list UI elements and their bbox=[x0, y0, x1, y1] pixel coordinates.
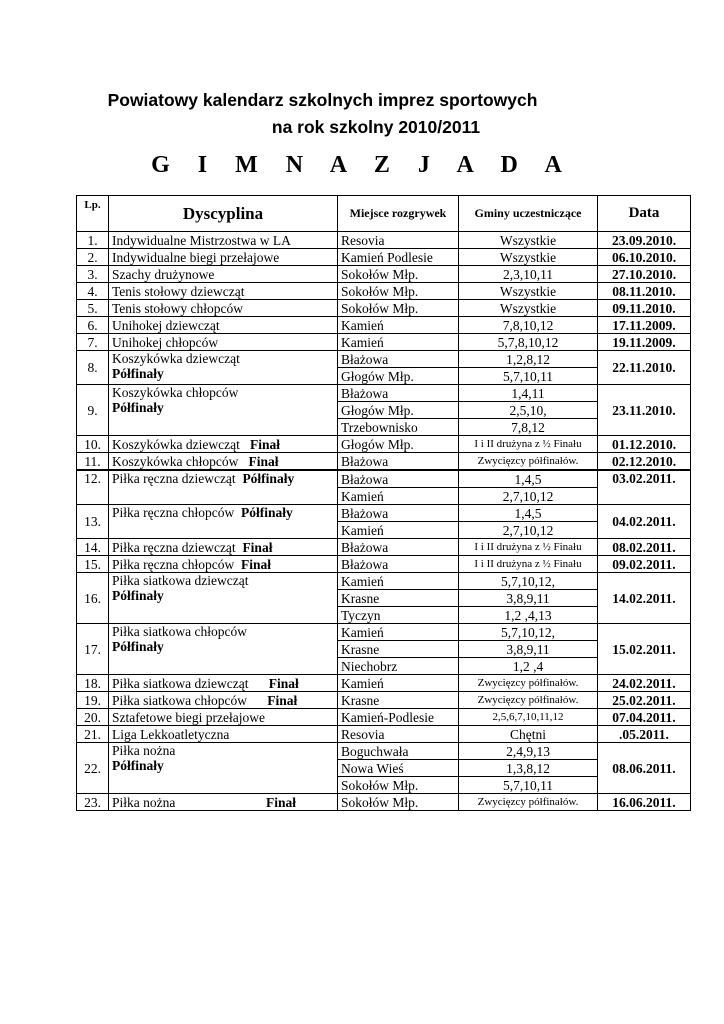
discipline-stage: Półfinały bbox=[240, 505, 293, 520]
discipline-stage: Półfinały bbox=[112, 588, 164, 603]
discipline-name: Piłka siatkowa chłopców bbox=[112, 624, 247, 639]
row-gminy: 7,8,12 bbox=[459, 419, 598, 436]
row-date: 08.02.2011. bbox=[598, 539, 691, 556]
row-place: Sokołów Młp. bbox=[338, 794, 459, 811]
row-date: 06.10.2010. bbox=[598, 249, 691, 266]
row-place: Błażowa bbox=[338, 539, 459, 556]
row-discipline: Sztafetowe biegi przełajowe bbox=[109, 709, 338, 726]
table-row bbox=[77, 675, 691, 692]
row-gminy: Zwycięzcy półfinałów. bbox=[459, 453, 598, 471]
row-discipline bbox=[109, 351, 338, 385]
row-gminy: I i II drużyna z ½ Finału bbox=[459, 539, 598, 556]
row-place: Głogów Młp. bbox=[338, 436, 459, 453]
row-discipline bbox=[109, 556, 338, 573]
row-discipline bbox=[109, 675, 338, 692]
row-discipline bbox=[109, 385, 338, 436]
table-row bbox=[77, 453, 691, 471]
row-lp: 20. bbox=[77, 709, 109, 726]
discipline-name: Piłka nożna bbox=[112, 743, 176, 758]
header-lp: Lp. bbox=[77, 196, 109, 232]
row-discipline bbox=[109, 470, 338, 505]
row-gminy: 2,7,10,12 bbox=[459, 488, 598, 505]
row-date: 01.12.2010. bbox=[598, 436, 691, 453]
row-place: Kamień bbox=[338, 334, 459, 351]
row-gminy: 3,8,9,11 bbox=[459, 641, 598, 658]
row-discipline bbox=[109, 692, 338, 709]
row-place: Błażowa bbox=[338, 351, 459, 368]
row-gminy: 2,5,6,7,10,11,12 bbox=[459, 709, 598, 726]
row-date: 16.06.2011. bbox=[598, 794, 691, 811]
row-place: Sokołów Młp. bbox=[338, 300, 459, 317]
row-place: Kamień bbox=[338, 488, 459, 505]
row-place: Głogów Młp. bbox=[338, 368, 459, 385]
row-place: Kamień Podlesie bbox=[338, 249, 459, 266]
row-discipline: Liga Lekkoatletyczna bbox=[109, 726, 338, 743]
row-place: Kamień-Podlesie bbox=[338, 709, 459, 726]
discipline-name: Koszykówka dziewcząt bbox=[112, 351, 240, 366]
row-lp: 21. bbox=[77, 726, 109, 743]
row-gminy: I i II drużyna z ½ Finału bbox=[459, 556, 598, 573]
table-header-row bbox=[77, 196, 691, 232]
row-gminy: 1,4,5 bbox=[459, 505, 598, 522]
row-place: Krasne bbox=[338, 641, 459, 658]
row-gminy: Wszystkie bbox=[459, 249, 598, 266]
row-place: Kamień bbox=[338, 317, 459, 334]
row-place: Sokołów Młp. bbox=[338, 777, 459, 794]
row-date: 04.02.2011. bbox=[598, 505, 691, 539]
discipline-name: Piłka ręczna chłopców bbox=[112, 505, 235, 520]
document-title: Powiatowy kalendarz szkolnych imprez sportowych bbox=[107, 90, 538, 110]
school-year-title: na rok szkolny 2010/2011 bbox=[271, 117, 481, 137]
table-row bbox=[77, 539, 691, 556]
discipline-name: Piłka ręczna chłopców bbox=[112, 556, 235, 572]
row-discipline bbox=[109, 624, 338, 675]
row-lp: 17. bbox=[77, 624, 109, 675]
discipline-stage: Finał bbox=[242, 539, 273, 555]
discipline-stage: Finał bbox=[265, 794, 296, 810]
row-gminy: 3,8,9,11 bbox=[459, 590, 598, 607]
row-gminy: Wszystkie bbox=[459, 300, 598, 317]
row-lp: 1. bbox=[77, 232, 109, 249]
row-date: 27.10.2010. bbox=[598, 266, 691, 283]
discipline-name: Piłka siatkowa dziewcząt bbox=[112, 675, 249, 691]
row-lp: 4. bbox=[77, 283, 109, 300]
discipline-stage: Finał bbox=[267, 692, 298, 708]
row-lp: 23. bbox=[77, 794, 109, 811]
row-lp: 9. bbox=[77, 385, 109, 436]
table-row bbox=[77, 726, 691, 743]
table-row bbox=[77, 266, 691, 283]
row-date: 25.02.2011. bbox=[598, 692, 691, 709]
discipline-name: Piłka siatkowa dziewcząt bbox=[112, 573, 249, 588]
row-gminy: Wszystkie bbox=[459, 232, 598, 249]
row-lp: 22. bbox=[77, 743, 109, 794]
discipline-name: Piłka siatkowa chłopców bbox=[112, 692, 247, 708]
table-row bbox=[77, 249, 691, 266]
row-gminy: 1,4,5 bbox=[459, 470, 598, 488]
row-gminy: 5,7,10,11 bbox=[459, 777, 598, 794]
row-discipline bbox=[109, 453, 338, 471]
discipline-name: Piłka ręczna dziewcząt bbox=[112, 539, 236, 555]
event-name-title: G I M N A Z J A D A bbox=[151, 152, 573, 178]
row-place: Kamień bbox=[338, 675, 459, 692]
discipline-name: Koszykówka chłopców bbox=[112, 385, 239, 400]
row-discipline bbox=[109, 505, 338, 539]
row-discipline: Unihokej dziewcząt bbox=[109, 317, 338, 334]
row-place: Kamień bbox=[338, 573, 459, 590]
row-discipline bbox=[109, 436, 338, 453]
discipline-stage: Finał bbox=[248, 453, 279, 469]
row-place: Resovia bbox=[338, 232, 459, 249]
row-place: Sokołów Młp. bbox=[338, 283, 459, 300]
row-date: 19.11.2009. bbox=[598, 334, 691, 351]
discipline-stage: Półfinały bbox=[112, 366, 164, 381]
row-date: 07.04.2011. bbox=[598, 709, 691, 726]
table-row bbox=[77, 300, 691, 317]
row-lp: 13. bbox=[77, 505, 109, 539]
table-row bbox=[77, 556, 691, 573]
discipline-name: Koszykówka dziewcząt bbox=[112, 436, 240, 452]
row-place: Kamień bbox=[338, 522, 459, 539]
discipline-name: Piłka nożna bbox=[112, 794, 176, 810]
row-gminy: Zwycięzcy półfinałów. bbox=[459, 794, 598, 811]
row-date: 09.11.2010. bbox=[598, 300, 691, 317]
table-row bbox=[77, 794, 691, 811]
sports-calendar-table bbox=[76, 195, 691, 811]
row-gminy: 5,7,10,11 bbox=[459, 368, 598, 385]
row-lp: 5. bbox=[77, 300, 109, 317]
row-lp: 15. bbox=[77, 556, 109, 573]
discipline-stage: Finał bbox=[240, 556, 271, 572]
row-gminy: 5,7,8,10,12 bbox=[459, 334, 598, 351]
row-place: Krasne bbox=[338, 590, 459, 607]
row-discipline: Indywidualne Mistrzostwa w LA bbox=[109, 232, 338, 249]
row-date: 02.12.2010. bbox=[598, 453, 691, 471]
table-row bbox=[77, 709, 691, 726]
discipline-stage: Półfinały bbox=[112, 400, 164, 415]
row-gminy: 1,2 ,4 bbox=[459, 658, 598, 675]
table-row bbox=[77, 232, 691, 249]
row-date: 17.11.2009. bbox=[598, 317, 691, 334]
header-gminy: Gminy uczestniczące bbox=[459, 196, 598, 232]
table-row bbox=[77, 692, 691, 709]
table-row bbox=[77, 351, 691, 368]
table-row bbox=[77, 470, 691, 488]
row-discipline bbox=[109, 573, 338, 624]
row-date: 22.11.2010. bbox=[598, 351, 691, 385]
table-row bbox=[77, 436, 691, 453]
header-miejsce: Miejsce rozgrywek bbox=[338, 196, 459, 232]
row-date: 03.02.2011. bbox=[598, 470, 691, 505]
table-row bbox=[77, 743, 691, 760]
row-gminy: 1,2 ,4,13 bbox=[459, 607, 598, 624]
row-date: 08.06.2011. bbox=[598, 743, 691, 794]
row-gminy: 7,8,10,12 bbox=[459, 317, 598, 334]
row-lp: 3. bbox=[77, 266, 109, 283]
row-place: Błażowa bbox=[338, 453, 459, 471]
row-lp: 18. bbox=[77, 675, 109, 692]
row-place: Tyczyn bbox=[338, 607, 459, 624]
row-gminy: Zwycięzcy półfinałów. bbox=[459, 675, 598, 692]
discipline-stage: Finał bbox=[249, 436, 280, 452]
row-gminy: 5,7,10,12, bbox=[459, 573, 598, 590]
row-place: Błażowa bbox=[338, 556, 459, 573]
row-place: Krasne bbox=[338, 692, 459, 709]
row-gminy: 2,5,10, bbox=[459, 402, 598, 419]
row-date: 14.02.2011. bbox=[598, 573, 691, 624]
table-row bbox=[77, 573, 691, 590]
header-dyscyplina: Dyscyplina bbox=[109, 196, 338, 232]
row-discipline: Tenis stołowy chłopców bbox=[109, 300, 338, 317]
row-lp: 6. bbox=[77, 317, 109, 334]
row-date: 23.09.2010. bbox=[598, 232, 691, 249]
header-data: Data bbox=[598, 196, 691, 232]
row-lp: 12. bbox=[77, 470, 109, 505]
table-row bbox=[77, 317, 691, 334]
row-place: Sokołów Młp. bbox=[338, 266, 459, 283]
row-place: Nowa Wieś bbox=[338, 760, 459, 777]
discipline-stage: Finał bbox=[268, 675, 299, 691]
table-row bbox=[77, 283, 691, 300]
row-gminy: 1,2,8,12 bbox=[459, 351, 598, 368]
row-place: Błażowa bbox=[338, 505, 459, 522]
discipline-name: Koszykówka chłopców bbox=[112, 453, 239, 469]
row-gminy: 1,3,8,12 bbox=[459, 760, 598, 777]
table-row bbox=[77, 624, 691, 641]
row-gminy: Zwycięzcy półfinałów. bbox=[459, 692, 598, 709]
row-lp: 16. bbox=[77, 573, 109, 624]
row-gminy: I i II drużyna z ½ Finału bbox=[459, 436, 598, 453]
row-place: Błażowa bbox=[338, 470, 459, 488]
row-date: .05.2011. bbox=[598, 726, 691, 743]
row-discipline: Tenis stołowy dziewcząt bbox=[109, 283, 338, 300]
row-date: 15.02.2011. bbox=[598, 624, 691, 675]
row-lp: 8. bbox=[77, 351, 109, 385]
row-place: Boguchwała bbox=[338, 743, 459, 760]
row-lp: 2. bbox=[77, 249, 109, 266]
discipline-stage: Półfinały bbox=[242, 471, 295, 486]
row-place: Błażowa bbox=[338, 385, 459, 402]
row-gminy: 2,3,10,11 bbox=[459, 266, 598, 283]
row-date: 23.11.2010. bbox=[598, 385, 691, 436]
row-discipline bbox=[109, 539, 338, 556]
row-place: Głogów Młp. bbox=[338, 402, 459, 419]
row-discipline bbox=[109, 794, 338, 811]
row-lp: 19. bbox=[77, 692, 109, 709]
row-gminy: Wszystkie bbox=[459, 283, 598, 300]
row-gminy: 5,7,10,12, bbox=[459, 624, 598, 641]
row-lp: 10. bbox=[77, 436, 109, 453]
discipline-stage: Półfinały bbox=[112, 639, 164, 654]
row-date: 08.11.2010. bbox=[598, 283, 691, 300]
row-discipline bbox=[109, 743, 338, 794]
row-place: Niechobrz bbox=[338, 658, 459, 675]
row-place: Resovia bbox=[338, 726, 459, 743]
row-date: 09.02.2011. bbox=[598, 556, 691, 573]
table-row bbox=[77, 334, 691, 351]
row-lp: 14. bbox=[77, 539, 109, 556]
row-gminy: 1,4,11 bbox=[459, 385, 598, 402]
discipline-name: Piłka ręczna dziewcząt bbox=[112, 471, 236, 486]
row-discipline: Unihokej chłopców bbox=[109, 334, 338, 351]
row-place: Trzebownisko bbox=[338, 419, 459, 436]
row-gminy: 2,7,10,12 bbox=[459, 522, 598, 539]
row-gminy: 2,4,9,13 bbox=[459, 743, 598, 760]
row-discipline: Szachy drużynowe bbox=[109, 266, 338, 283]
row-discipline: Indywidualne biegi przełajowe bbox=[109, 249, 338, 266]
table-row bbox=[77, 505, 691, 522]
discipline-stage: Półfinały bbox=[112, 758, 164, 773]
row-lp: 7. bbox=[77, 334, 109, 351]
row-place: Kamień bbox=[338, 624, 459, 641]
table-row bbox=[77, 385, 691, 402]
row-lp: 11. bbox=[77, 453, 109, 471]
row-gminy: Chętni bbox=[459, 726, 598, 743]
row-date: 24.02.2011. bbox=[598, 675, 691, 692]
